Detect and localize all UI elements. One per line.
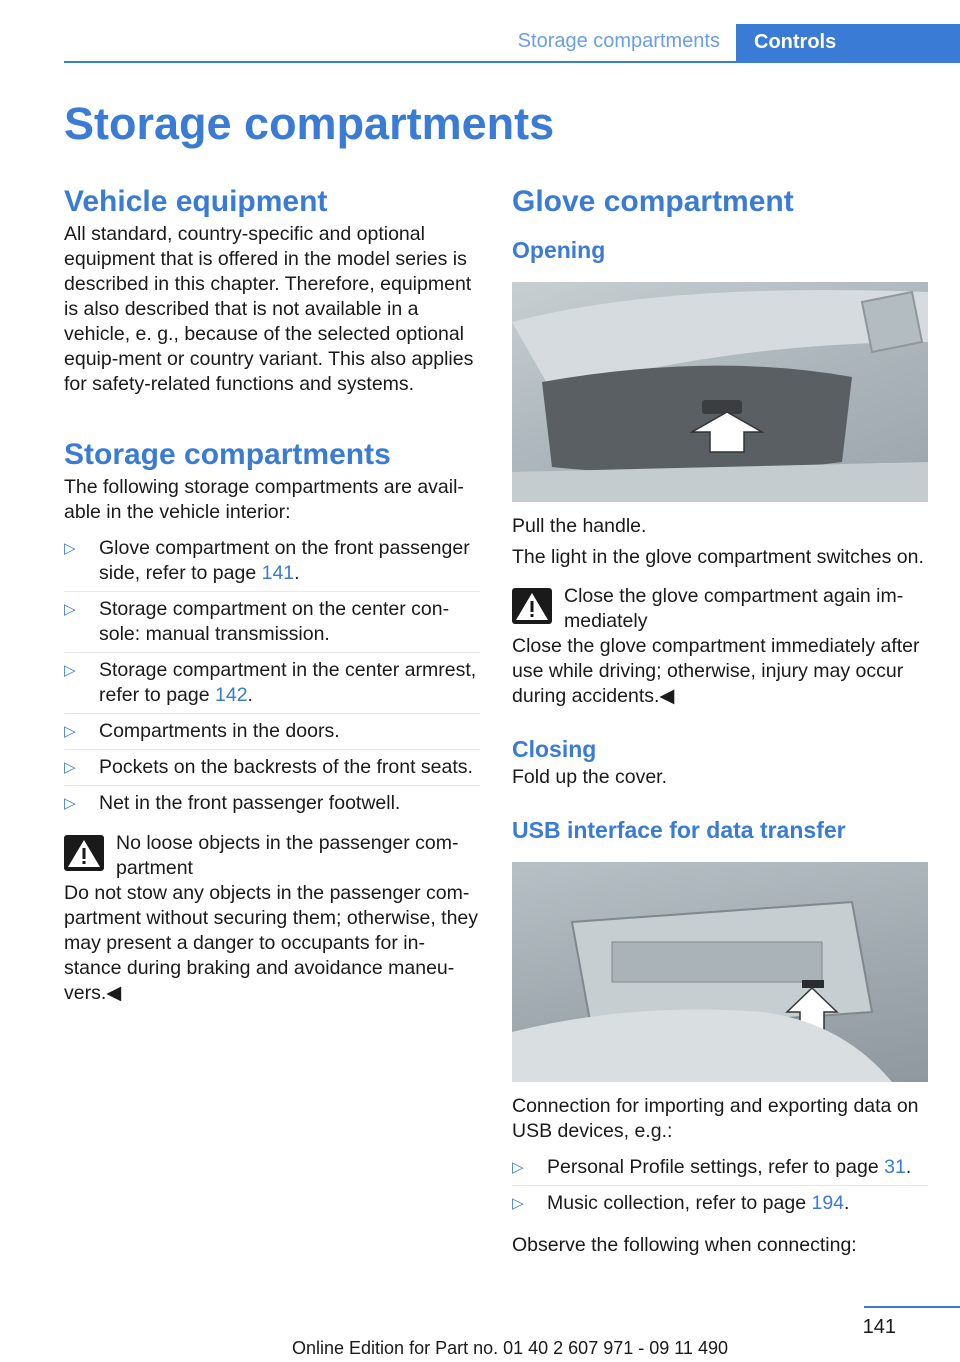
list-item [64, 531, 480, 592]
list-item-text: Music collection, refer to page [547, 1192, 812, 1214]
list-item-end: . [905, 1156, 912, 1178]
page-link[interactable]: 141 [261, 562, 295, 584]
list-item [64, 750, 480, 786]
triangle-right-icon: ▷ [64, 723, 76, 740]
list-item [64, 714, 480, 750]
right-column [512, 182, 928, 1258]
triangle-right-icon: ▷ [64, 759, 76, 776]
triangle-right-icon: ▷ [64, 540, 76, 557]
paragraph-pull-handle: Pull the handle. [512, 515, 647, 537]
triangle-right-icon: ▷ [64, 795, 76, 812]
triangle-right-icon: ▷ [64, 601, 76, 618]
list-item [64, 592, 480, 653]
paragraph-observe: Observe the following when connecting: [512, 1234, 857, 1256]
warning-title: Close the glove compartment again im-mediately [564, 585, 904, 632]
usb-interface-image [512, 862, 928, 1082]
list-item-text: Compartments in the doors. [99, 720, 340, 742]
heading-vehicle-equipment: Vehicle equipment [64, 185, 328, 218]
list-item-text: Glove compartment on the front passenger side, refer to page [99, 537, 470, 584]
list-item-text: Storage compartment in the center armrest, refer to page [99, 659, 477, 706]
list-item-text: Storage compartment on the center con-sole: manual transmission. [99, 598, 450, 645]
heading-usb-interface: USB interface for data transfer [512, 817, 846, 843]
triangle-right-icon: ▷ [64, 662, 76, 679]
header-section-title[interactable]: Storage compartments [517, 30, 720, 52]
warning-body: Close the glove compartment immediately after use while driving; otherwise, injury may occur during accidents.◀ [512, 635, 920, 707]
heading-opening: Opening [512, 237, 606, 263]
page-header [0, 24, 960, 62]
paragraph-fold: Fold up the cover. [512, 766, 668, 788]
page-title: Storage compartments [64, 98, 555, 149]
page-link[interactable]: 31 [884, 1156, 906, 1178]
heading-closing: Closing [512, 736, 597, 762]
header-divider [64, 61, 960, 63]
warning-triangle-icon [512, 588, 552, 624]
list-item [512, 1150, 928, 1186]
list-item [512, 1186, 928, 1221]
heading-storage-compartments: Storage compartments [64, 438, 391, 471]
left-column [64, 182, 480, 1006]
warning-title: No loose objects in the passenger com-partment [116, 832, 459, 879]
page-number: 141 [862, 1316, 896, 1338]
paragraph-light: The light in the glove compartment switches on. [512, 546, 924, 568]
list-item [64, 786, 480, 821]
triangle-right-icon: ▷ [512, 1195, 524, 1212]
list-item-end: . [247, 684, 253, 706]
paragraph-vehicle-equipment: All standard, country-specific and optional equipment that is offered in the model series is described in this chapter. Therefore, equipment is also described that is not available in a vehicle, e. g., because of the selected optional equip-ment or country variant. This also applies for safety-related functions and systems. [64, 223, 474, 395]
edition-text: Online Edition for Part no. 01 40 2 607 971 - 09 11 490 [292, 1338, 728, 1358]
paragraph-usb: Connection for importing and exporting data on USB devices, e.g.: [512, 1095, 919, 1142]
warning-body: Do not stow any objects in the passenger com-partment without securing them; otherwise, they may present a danger to occupants for in-stance during braking and avoidance maneu-vers.◀ [64, 882, 479, 1004]
warning-close-glove [512, 584, 928, 634]
list-item-text: Pockets on the backrests of the front seats. [99, 756, 473, 778]
heading-glove-compartment: Glove compartment [512, 185, 794, 218]
list-item-end: . [844, 1192, 850, 1214]
triangle-right-icon: ▷ [512, 1159, 524, 1176]
glove-compartment-image [512, 282, 928, 502]
warning-loose-objects [64, 831, 480, 881]
list-item-text: Net in the front passenger footwell. [99, 792, 401, 814]
usb-list [512, 1150, 928, 1221]
page-link[interactable]: 194 [811, 1192, 845, 1214]
storage-list [64, 531, 480, 821]
paragraph-storage-intro: The following storage compartments are avail-able in the vehicle interior: [64, 476, 464, 523]
list-item-text: Personal Profile settings, refer to page [547, 1156, 885, 1178]
header-tab-controls[interactable]: Controls [736, 24, 960, 62]
list-item-end: . [294, 562, 300, 584]
page-footer [0, 1302, 960, 1362]
warning-triangle-icon [64, 835, 104, 871]
page-link[interactable]: 142 [215, 684, 248, 706]
footer-divider [864, 1306, 960, 1308]
list-item [64, 653, 480, 714]
